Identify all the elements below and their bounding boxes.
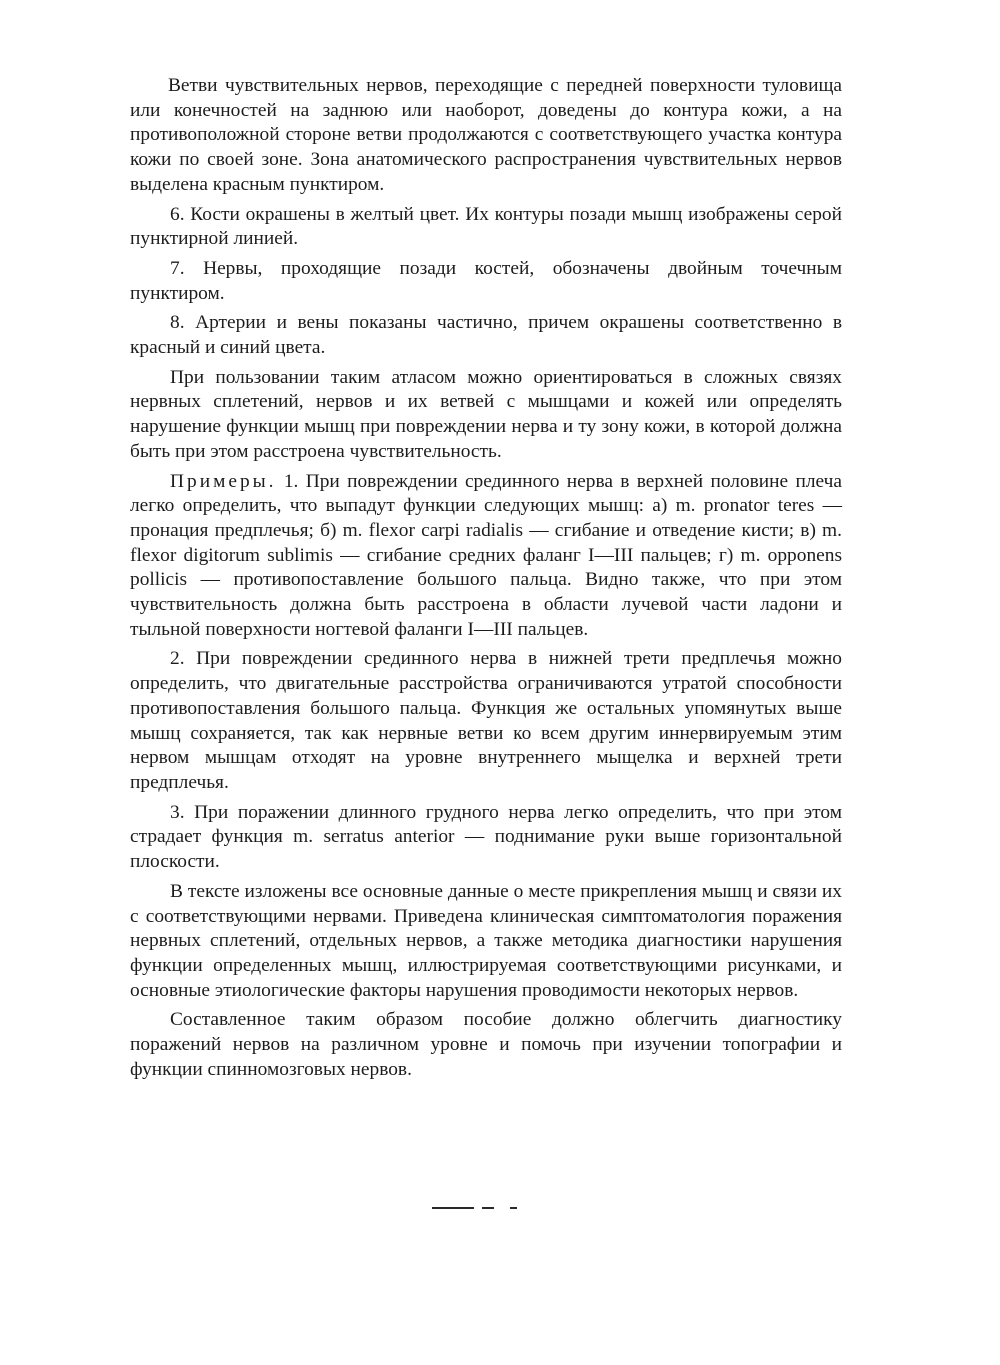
body-paragraph-text-contents: [130, 880, 842, 1004]
paragraph-text: 3. При поражении длинного грудного нерва легко определить, что при этом страдает функция m. serratus anterior — поднимание руки выше горизонтальной плоскости.: [130, 801, 842, 873]
body-paragraph-example-3: [130, 801, 842, 875]
end-divider: [432, 1206, 522, 1210]
document-page: [130, 74, 842, 1082]
paragraph-text: 2. При повреждении срединного нерва в нижней трети предплечья можно определить, что двигательные расстройства ограничиваются утратой способности противопоставления большого пальца. Функция же остальных упомянутых выше мышц сохраняется, так как нервные ветви ко всем другим иннервируемым этим нервом мышцам отходят на уровне внутреннего мыщелка и верхней трети предплечья.: [130, 648, 842, 793]
paragraph-text: 7. Нервы, проходящие позади костей, обозначены двойным точечным пунктиром.: [130, 257, 842, 304]
paragraph-text: При пользовании таким атласом можно ориентироваться в сложных связях нервных сплетений, нервов и их ветвей с мышцами и кожей или определять нарушение функции мышц при повреждении нерва и ту зону кожи, в которой должна быть при этом расстроена чувствительность.: [130, 366, 842, 462]
body-paragraph-atlas-usage: [130, 366, 842, 465]
end-divider-segment: [510, 1207, 517, 1209]
body-paragraph-bones: [130, 203, 842, 252]
body-paragraph-example-2: [130, 647, 842, 795]
paragraph-text: Составленное таким образом пособие должно облегчить диагностику поражений нервов на различном уровне и помочь при изучении топографии и функции спинномозговых нервов.: [130, 1009, 842, 1080]
examples-heading: Примеры.: [170, 470, 277, 492]
body-paragraph-conclusion: [130, 1008, 842, 1082]
paragraph-text: 1. При повреждении срединного нерва в верхней половине плеча легко определить, что выпадут функции следующих мышц: а) m. pronator teres — пронация предплечья; б) m. flexor carpi radialis — сгибание и отведение кисти; в) m. flexor digitorum sublimis — сгибание средних фаланг I—III пальцев; г) m. opponens pollicis — противопоставление большого пальца. Видно также, что при этом чувствительность должна быть расстроена в области лучевой части ладони и тыльной поверхности ногтевой фаланги I—III пальцев.: [130, 470, 843, 640]
end-divider-segment: [482, 1207, 494, 1209]
paragraph-text: Ветви чувствительных нервов, переходящие с передней поверхности туловища или конечностей на заднюю или наоборот, доведены до контура кожи, а на противоположной стороне ветви продолжаются с соответствующего участка контура кожи по своей зоне. Зона анатомического распространения чувствительных нервов выделена красным пунктиром.: [130, 75, 842, 195]
body-paragraph-examples: [130, 470, 842, 643]
end-divider-segment: [432, 1207, 474, 1209]
body-paragraph-vessels: [130, 311, 842, 360]
paragraph-text: В тексте изложены все основные данные о месте прикрепления мышц и связи их с соответствующими нервами. Приведена клиническая симптоматология поражения нервных сплетений, отдельных нервов, а также методика диагностики нарушения функции определенных мышц, иллюстрируемая соответствующими рисунками, и основные этиологические факторы нарушения проводимости некоторых нервов.: [130, 880, 842, 1001]
paragraph-text: 6. Кости окрашены в желтый цвет. Их контуры позади мышц изображены серой пунктирной линией.: [130, 203, 842, 250]
body-paragraph-sensory-nerves: [130, 74, 842, 198]
body-paragraph-nerves: [130, 257, 842, 306]
paragraph-text: 8. Артерии и вены показаны частично, причем окрашены соответственно в красный и синий цвета.: [130, 312, 842, 359]
